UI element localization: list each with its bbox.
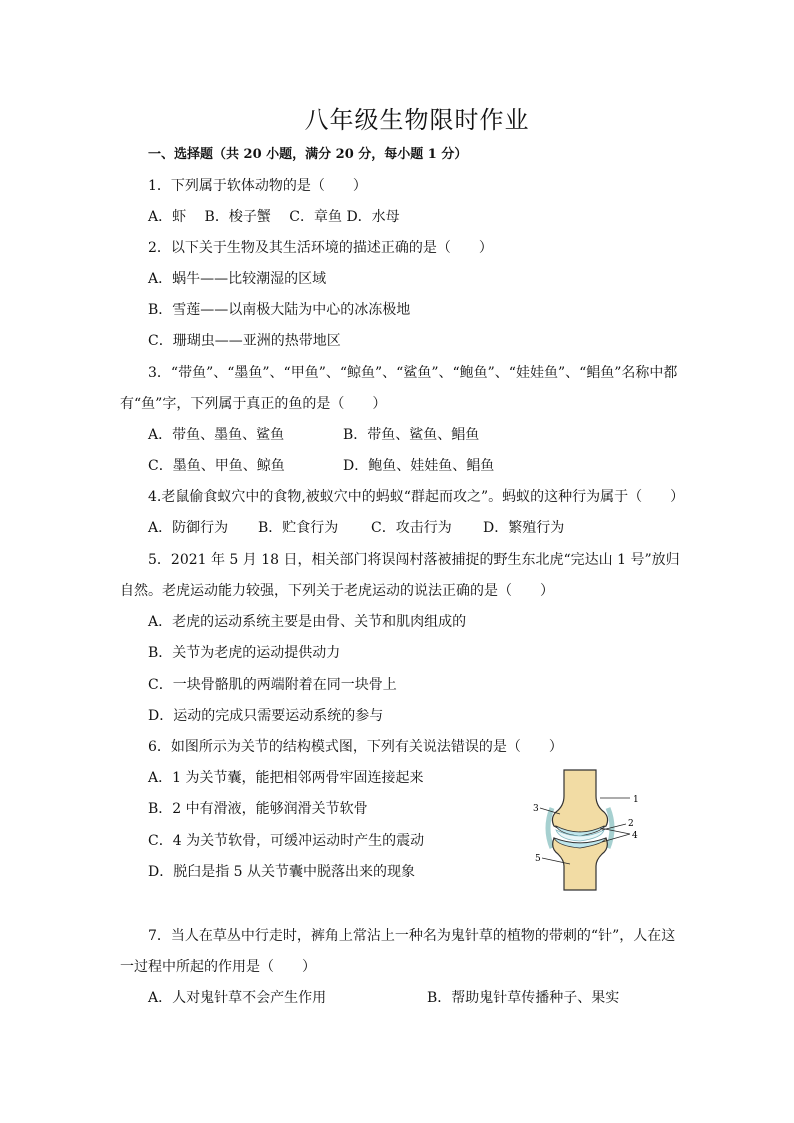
question-7-option-b: B．帮助鬼针草传播种子、果实 [427, 990, 620, 1006]
question-1-options: A．虾 B．梭子蟹 C．章鱼 D．水母 [148, 209, 400, 225]
question-3-option-b: B．带鱼、鲨鱼、鲳鱼 [343, 427, 480, 443]
section-heading: 一、选择题（共 20 小题，满分 20 分，每小题 1 分） [148, 147, 468, 162]
figure-label-3: 3 [533, 804, 539, 814]
question-6-option-a: A．1 为关节囊，能把相邻两骨牢固连接起来 [148, 770, 424, 786]
question-6-option-d: D．脱臼是指 5 从关节囊中脱落出来的现象 [148, 864, 416, 880]
question-4-option-c: C．攻击行为 [371, 520, 452, 536]
figure-label-4: 4 [632, 831, 638, 841]
question-5-option-b: B．关节为老虎的运动提供动力 [148, 645, 341, 661]
question-7-stem-line-2: 一过程中所起的作用是（ ） [120, 959, 316, 975]
question-4-option-b: B．贮食行为 [258, 520, 339, 536]
figure-label-2: 2 [628, 819, 634, 829]
question-2-option-b: B．雪莲——以南极大陆为中心的冰冻极地 [148, 302, 411, 318]
joint-structure-figure [530, 768, 648, 892]
question-5-stem-line-2: 自然。老虎运动能力较强，下列关于老虎运动的说法正确的是（ ） [120, 583, 554, 599]
question-3-option-a: A．带鱼、墨鱼、鲨鱼 [148, 427, 285, 443]
question-3-stem-line-2: 有“鱼”字，下列属于真正的鱼的是（ ） [120, 396, 387, 412]
question-6-option-b: B．2 中有滑液，能够润滑关节软骨 [148, 801, 368, 817]
question-6-stem: 6．如图所示为关节的结构模式图，下列有关说法错误的是（ ） [148, 739, 563, 755]
question-1-stem: 1．下列属于软体动物的是（ ） [148, 178, 367, 194]
question-5-stem-line-1: 5．2021 年 5 月 18 日，相关部门将误闯村落被捕捉的野生东北虎“完达山 1 号”放归 [148, 552, 680, 568]
question-3-option-c: C．墨鱼、甲鱼、鲸鱼 [148, 458, 285, 474]
question-5-option-d: D．运动的完成只需要运动系统的参与 [148, 708, 384, 724]
page-title: 八年级生物限时作业 [304, 106, 530, 134]
figure-label-5: 5 [535, 854, 541, 864]
question-2-option-a: A．蜗牛——比较潮湿的区域 [148, 271, 327, 287]
leader-line-4a [600, 828, 630, 834]
question-4-option-a: A．防御行为 [148, 520, 229, 536]
upper-bone [552, 770, 607, 832]
question-3-stem-line-1: 3．“带鱼”、“墨鱼”、“甲鱼”、“鲸鱼”、“鲨鱼”、“鲍鱼”、“娃娃鱼”、“鲳鱼”名称中都 [148, 365, 678, 381]
question-5-option-c: C．一块骨骼肌的两端附着在同一块骨上 [148, 677, 397, 693]
question-6-option-c: C．4 为关节软骨，可缓冲运动时产生的震动 [148, 833, 425, 849]
question-2-stem: 2．以下关于生物及其生活环境的描述正确的是（ ） [148, 240, 493, 256]
question-7-option-a: A．人对鬼针草不会产生作用 [148, 990, 327, 1006]
question-4-option-d: D．繁殖行为 [483, 520, 565, 536]
figure-label-1: 1 [633, 795, 639, 805]
question-3-option-d: D．鲍鱼、娃娃鱼、鲳鱼 [343, 458, 495, 474]
question-2-option-c: C．珊瑚虫——亚洲的热带地区 [148, 333, 341, 349]
question-4-stem: 4.老鼠偷食蚁穴中的食物,被蚁穴中的蚂蚁“群起而攻之”。蚂蚁的这种行为属于（ ） [148, 489, 685, 505]
question-7-stem-line-1: 7．当人在草丛中行走时，裤角上常沾上一种名为鬼针草的植物的带刺的“针”，人在这 [148, 928, 676, 944]
question-5-option-a: A．老虎的运动系统主要是由骨、关节和肌肉组成的 [148, 614, 467, 630]
